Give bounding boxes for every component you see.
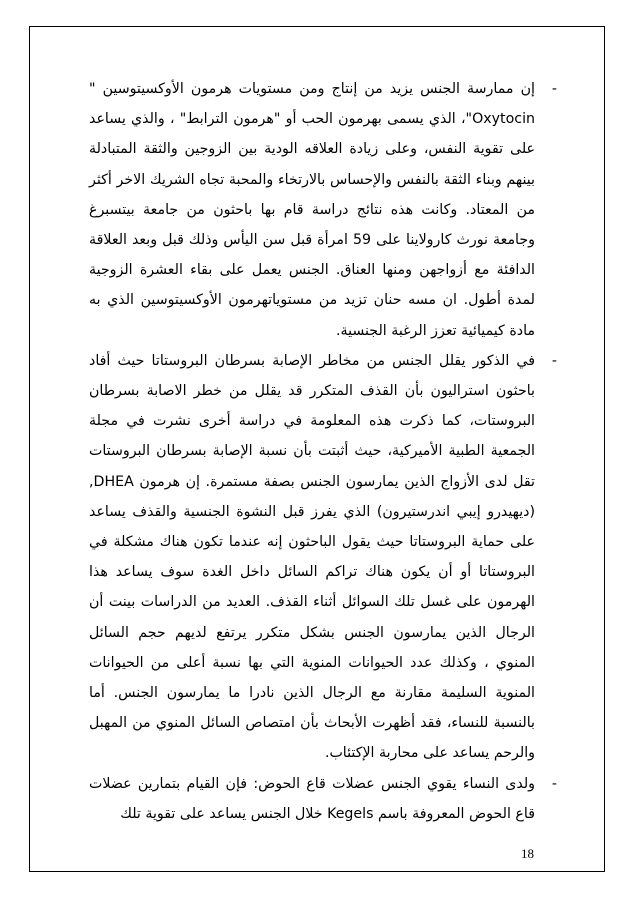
paragraph-prostate — [89, 346, 557, 769]
page-number: 18 — [521, 846, 534, 861]
document-body — [89, 74, 557, 829]
paragraph-text: ولدى النساء يقوي الجنس عضلات قاع الحوض: فإن القيام بتمارين عضلات قاع الحوض المعروفة باسم Kegels خلال الجنس يساعد على تقوية تلك — [89, 775, 535, 822]
bullet-marker: - — [551, 775, 557, 792]
bullet-marker: - — [551, 81, 557, 97]
paragraph-pelvic-floor — [89, 769, 557, 829]
paragraph-text: إن ممارسة الجنس يزيد من إنتاج ومن مستويات هرمون الأوكسيتوسين " Oxytocin"، الذي يسمى بهرمون الحب أو "هرمون الترابط" ، والذي يساعد على تقوية النفس، وعلى زيادة العلاقه الودية بين الزوجين والثقة المتبادلة بينهم وبناء الثقة بالنفس والإحساس بالارتخاء والمحبة تجاه الشريك الاخر أكثر من المعتاد. وكانت هذه نتائج دراسة قام بها باحثون من جامعة بيتسبرغ وجامعة نورث كارولاينا على 59 امرأة قبل سن اليأس وذلك قبل وبعد العلاقة الدافئة مع أزواجهن ومنها العناق. الجنس يعمل على بقاء العشرة الزوجية لمدة أطول. ان مسه حنان تزيد من مستوياتهرمون الأوكسيتوسين الذي به مادة كيميائية تعزز الرغبة الجنسية. — [89, 81, 535, 339]
bullet-marker: - — [551, 352, 557, 369]
paragraph-text: في الذكور يقلل الجنس من مخاطر الإصابة بسرطان البروستاتا حيث أفاد باحثون استراليون بأن القذف المتكرر قد يقلل من خطر الاصابة بسرطان البروستات، كما ذكرت هذه المعلومة في دراسة أخرى نشرت في مجلة الجمعية الطبية الأميركية، حيث أثبتت بأن نسبة الإصابة بسرطان البروستات تقل لدى الأزواج الذين يمارسون الجنس بصفة مستمرة. إن هرمون DHEA, (ديهيدرو إيبي اندرستيرون) الذي يفرز قبل النشوة الجنسية والقذف يساعد على حماية البروستاتا حيث يقول الباحثون إنه عندما تكون هناك مشكلة في البروستاتا أو أن يكون هناك تراكم السائل داخل الغدة سوف يساعد هذا الهرمون على غسل تلك السوائل أثناء القذف. العديد من الدراسات بينت أن الرجال الذين يمارسون الجنس بشكل متكرر يرتفع لديهم حجم السائل المنوي ، وكذلك عدد الحيوانات المنوية التي بها نسبة أعلى من الحيوانات المنوية السليمة مقارنة مع الرجال الذين نادرا ما يمارسون الجنس. أما بالنسبة للنساء، فقد أظهرت الأبحاث بأن امتصاص السائل المنوي من المهبل والرحم يساعد على محاربة الإكتئاب. — [89, 352, 535, 762]
paragraph-oxytocin — [89, 74, 557, 346]
